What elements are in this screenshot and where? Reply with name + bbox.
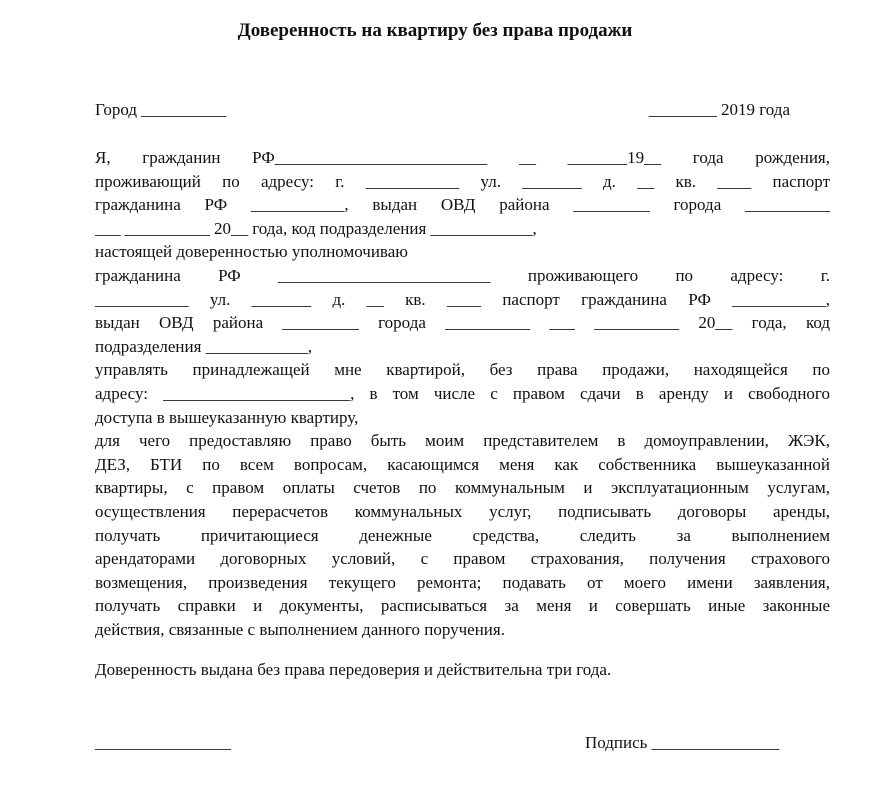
body-line: для чего предоставляю право быть моим представителем в домоуправлении, ЖЭК, <box>95 431 830 451</box>
signature-field: Подпись _______________ <box>585 733 780 752</box>
body-line: Я, гражданин РФ_________________________ __ _______19__ года рождения, <box>95 148 830 167</box>
body-line: действия, связанные с выполнением данного поручения. <box>95 619 505 639</box>
body-line: квартиры, с правом оплаты счетов по коммунальным и эксплуатационным услугам, <box>95 478 830 498</box>
signature-blank: ________________ <box>95 733 231 752</box>
body-line: ___________ ул. _______ д. __ кв. ____ паспорт гражданина РФ ___________, <box>95 289 830 309</box>
body-line: возмещения, произведения текущего ремонта; подавать от моего имени заявления, <box>95 572 830 592</box>
body-line: проживающий по адресу: г. ___________ ул. _______ д. __ кв. ____ паспорт <box>95 171 830 191</box>
closing-statement: Доверенность выдана без права передоверия и действительна три года. <box>95 660 612 679</box>
header-line <box>95 100 790 120</box>
body-line: доступа в вышеуказанную квартиру, <box>95 407 359 427</box>
body-line: гражданина РФ ___________, выдан ОВД района _________ города __________ <box>95 195 830 215</box>
document-title: Доверенность на квартиру без права продажи <box>237 20 633 41</box>
body-line: ___ __________ 20__ года, код подразделения ____________, <box>95 218 537 238</box>
body-line: подразделения ____________, <box>95 336 312 356</box>
body-line: выдан ОВД района _________ города __________ ___ __________ 20__ года, код <box>95 313 830 333</box>
body-line: осуществления перерасчетов коммунальных услуг, подписывать договоры аренды, <box>95 501 830 521</box>
body-line: управлять принадлежащей мне квартирой, без права продажи, находящейся по <box>95 360 830 380</box>
body-line: ДЕЗ, БТИ по всем вопросам, касающимся меня как собственника вышеуказанной <box>95 454 830 474</box>
body-line: гражданина РФ _________________________ проживающего по адресу: г. <box>95 265 830 285</box>
body-line: получать справки и документы, расписываться за меня и совершать иные законные <box>95 596 830 616</box>
city-field: Город __________ <box>95 100 227 119</box>
body-line: настоящей доверенностью уполномочиваю <box>95 242 408 262</box>
body-line: адресу: ______________________, в том числе с правом сдачи в аренду и свободного <box>95 383 830 403</box>
document-body <box>95 146 830 641</box>
body-line: арендаторами договорных условий, с правом страхования, получения страхового <box>95 549 830 569</box>
date-field: ________ 2019 года <box>648 100 790 119</box>
body-line: получать причитающиеся денежные средства, следить за выполнением <box>95 525 830 545</box>
